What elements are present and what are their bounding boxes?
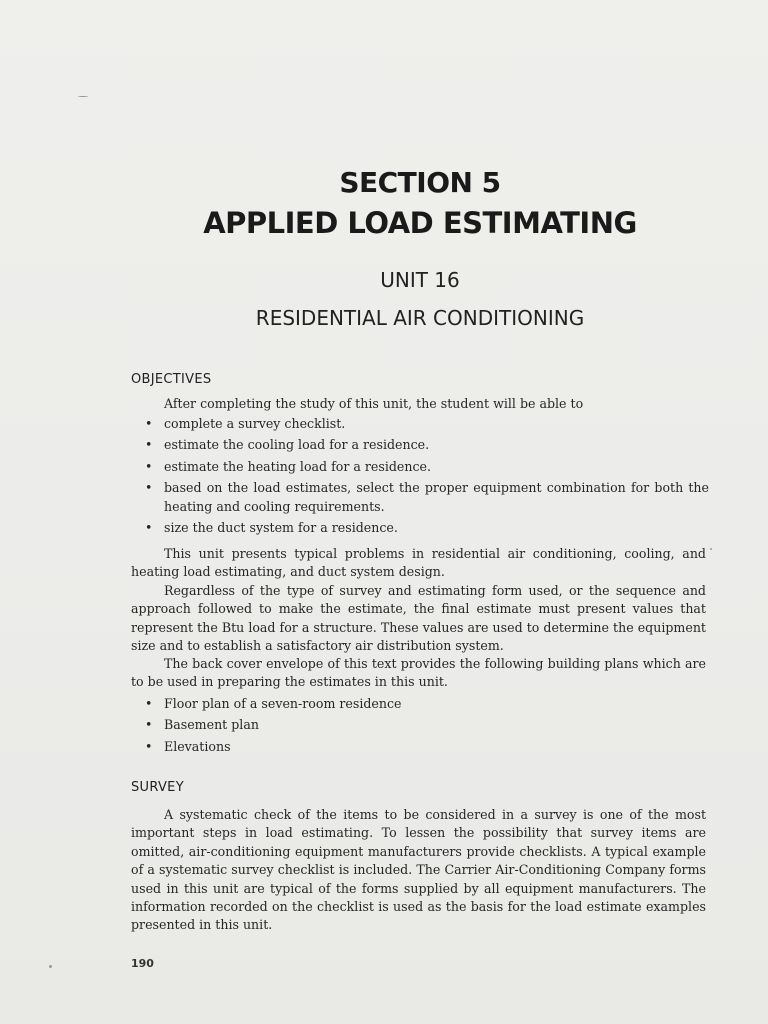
section-title: SECTION 5 [339, 166, 501, 199]
building-plans-list [143, 695, 709, 759]
objectives-intro: After completing the study of this unit, the student will be able to [164, 396, 584, 411]
paper-speck [49, 965, 52, 968]
unit-title: RESIDENTIAL AIR CONDITIONING [255, 306, 585, 330]
list-item: • estimate the heating load for a residence. [143, 458, 709, 476]
list-item: • estimate the cooling load for a residence. [143, 436, 709, 454]
bullet-icon: • [145, 520, 153, 536]
survey-heading: SURVEY [131, 780, 184, 795]
list-item: • Floor plan of a seven-room residence [143, 695, 709, 713]
unit-number: UNIT 16 [380, 268, 460, 292]
bullet-icon: • [145, 416, 153, 431]
body-paragraph-2: Regardless of the type of survey and estimating form used, or the sequence and approach followed to make the estimate, the final estimate must present values that represent the Btu load for a structure. These values are used to determine the equipment size and to establish a satisfactory air distribution system. [131, 583, 706, 654]
bullet-icon: • [145, 717, 153, 733]
list-item: • Elevations [143, 738, 709, 756]
bullet-icon: • [145, 458, 153, 474]
paper-speck [78, 96, 88, 97]
bullet-icon: • [145, 480, 153, 496]
survey-paragraph: A systematic check of the items to be considered in a survey is one of the most important steps in load estimating. To lessen the possibility that survey items are omitted, air-conditioning equipment manufacturers provide checklists. A typical example of a systematic survey checklist is included. The Carrier Air-Conditioning Company forms used in this unit are typical of the forms supplied by all equipment manufacturers. The information recorded on the checklist is used as the basis for the load estimate examples presented in this unit. [131, 807, 706, 933]
page-number: 190 [131, 957, 154, 970]
bullet-icon: • [145, 696, 153, 711]
objectives-list [143, 415, 709, 540]
list-item: • size the duct system for a residence. [143, 519, 709, 537]
list-item: • based on the load estimates, select the proper equipment combination for both the heating and cooling requirements. [145, 480, 709, 514]
bullet-icon: • [145, 437, 153, 453]
section-subtitle: APPLIED LOAD ESTIMATING [203, 206, 637, 240]
paper-speck [710, 548, 712, 550]
objectives-heading: OBJECTIVES [131, 372, 212, 387]
bullet-icon: • [145, 738, 153, 754]
list-item: • complete a survey checklist. [143, 415, 709, 433]
body-paragraph-1: This unit presents typical problems in residential air conditioning, cooling, and heating load estimating, and duct system design. [131, 546, 706, 580]
body-paragraph-3: The back cover envelope of this text provides the following building plans which are to be used in preparing the estimates in this unit. [131, 656, 706, 690]
list-item: • Basement plan [143, 716, 709, 734]
